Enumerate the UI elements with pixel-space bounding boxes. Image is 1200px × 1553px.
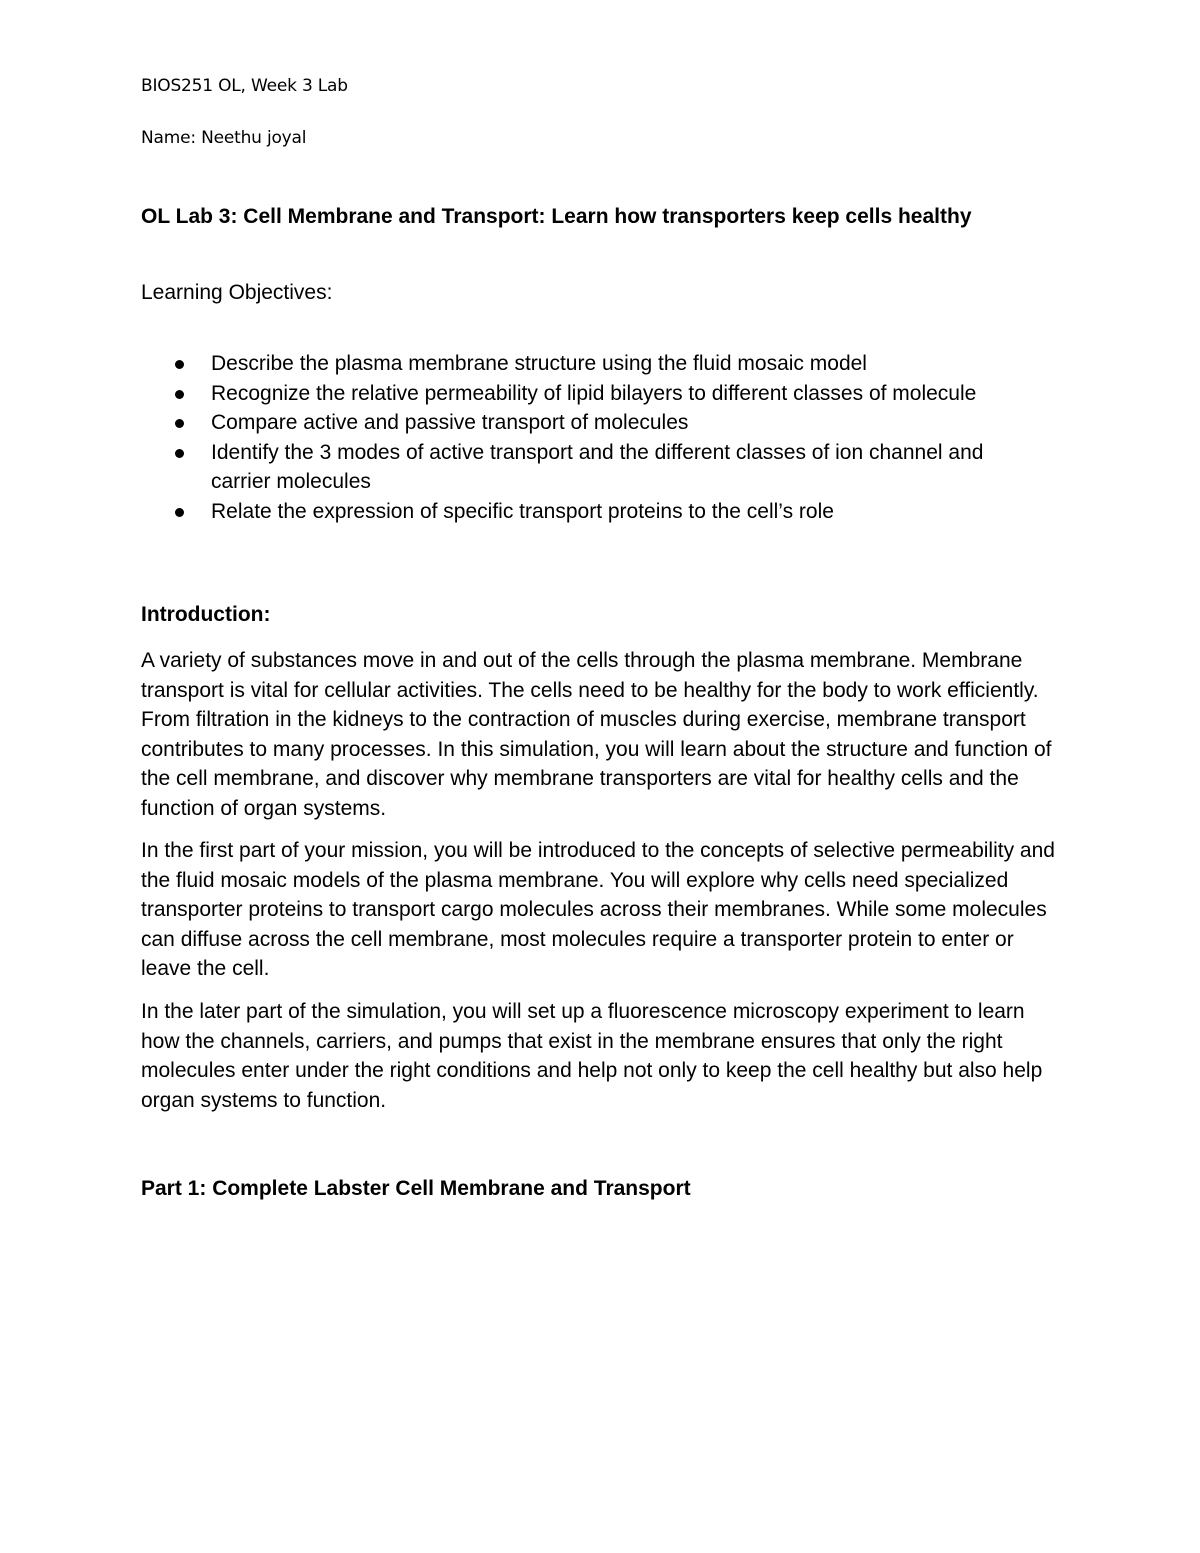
introduction-paragraph-2: In the first part of your mission, you will be introduced to the concepts of selective permeability and the fluid mosaic models of the plasma membrane. You will explore why cells need specialized transporter proteins to transport cargo molecules across their membranes. While some molecules can diffuse across the cell membrane, most molecules require a transporter protein to enter or leave the cell. (141, 839, 1055, 980)
bullet-icon (175, 390, 184, 399)
objective-text: Recognize the relative permeability of lipid bilayers to different classes of molecule (211, 381, 977, 405)
bullet-icon (175, 508, 184, 517)
learning-objectives-list (141, 349, 1041, 526)
list-item (141, 349, 1041, 379)
part-1-heading: Part 1: Complete Labster Cell Membrane and Transport (141, 1177, 691, 1200)
introduction-paragraph-1: A variety of substances move in and out of the cells through the plasma membrane. Membrane transport is vital for cellular activities. The cells need to be healthy for the body to work efficiently. From filtration in the kidneys to the contraction of muscles during exercise, membrane transport contributes to many processes. In this simulation, you will learn about the structure and function of the cell membrane, and discover why membrane transporters are vital for healthy cells and the function of organ systems. (141, 649, 1052, 820)
objective-text: Describe the plasma membrane structure using the fluid mosaic model (211, 352, 867, 375)
objective-text: Compare active and passive transport of molecules (211, 411, 689, 434)
course-line: BIOS251 OL, Week 3 Lab (141, 76, 348, 96)
learning-objectives-heading: Learning Objectives: (141, 281, 333, 304)
student-name-line: Name: Neethu joyal (141, 128, 307, 148)
objective-text: Identify the 3 modes of active transport and the different classes of ion channel and carrier molecules (211, 440, 984, 493)
list-item (141, 408, 1041, 438)
bullet-icon (175, 449, 184, 458)
objective-text: Relate the expression of specific transport proteins to the cell’s role (211, 499, 834, 523)
bullet-icon (175, 419, 184, 428)
introduction-heading (141, 600, 270, 630)
introduction-heading-colon: : (263, 603, 271, 626)
list-item (141, 497, 1041, 527)
introduction-paragraph-3: In the later part of the simulation, you will set up a fluorescence microscopy experiment to learn how the channels, carriers, and pumps that exist in the membrane ensures that only the right molecules enter under the right conditions and help not only to keep the cell healthy but also help organ systems to function. (141, 1000, 1043, 1112)
list-item (141, 438, 1041, 497)
lab-title: OL Lab 3: Cell Membrane and Transport: Learn how transporters keep cells healthy (141, 205, 972, 228)
introduction-heading-text: Introduction (141, 603, 264, 626)
bullet-icon (175, 360, 184, 369)
list-item (141, 379, 1041, 409)
